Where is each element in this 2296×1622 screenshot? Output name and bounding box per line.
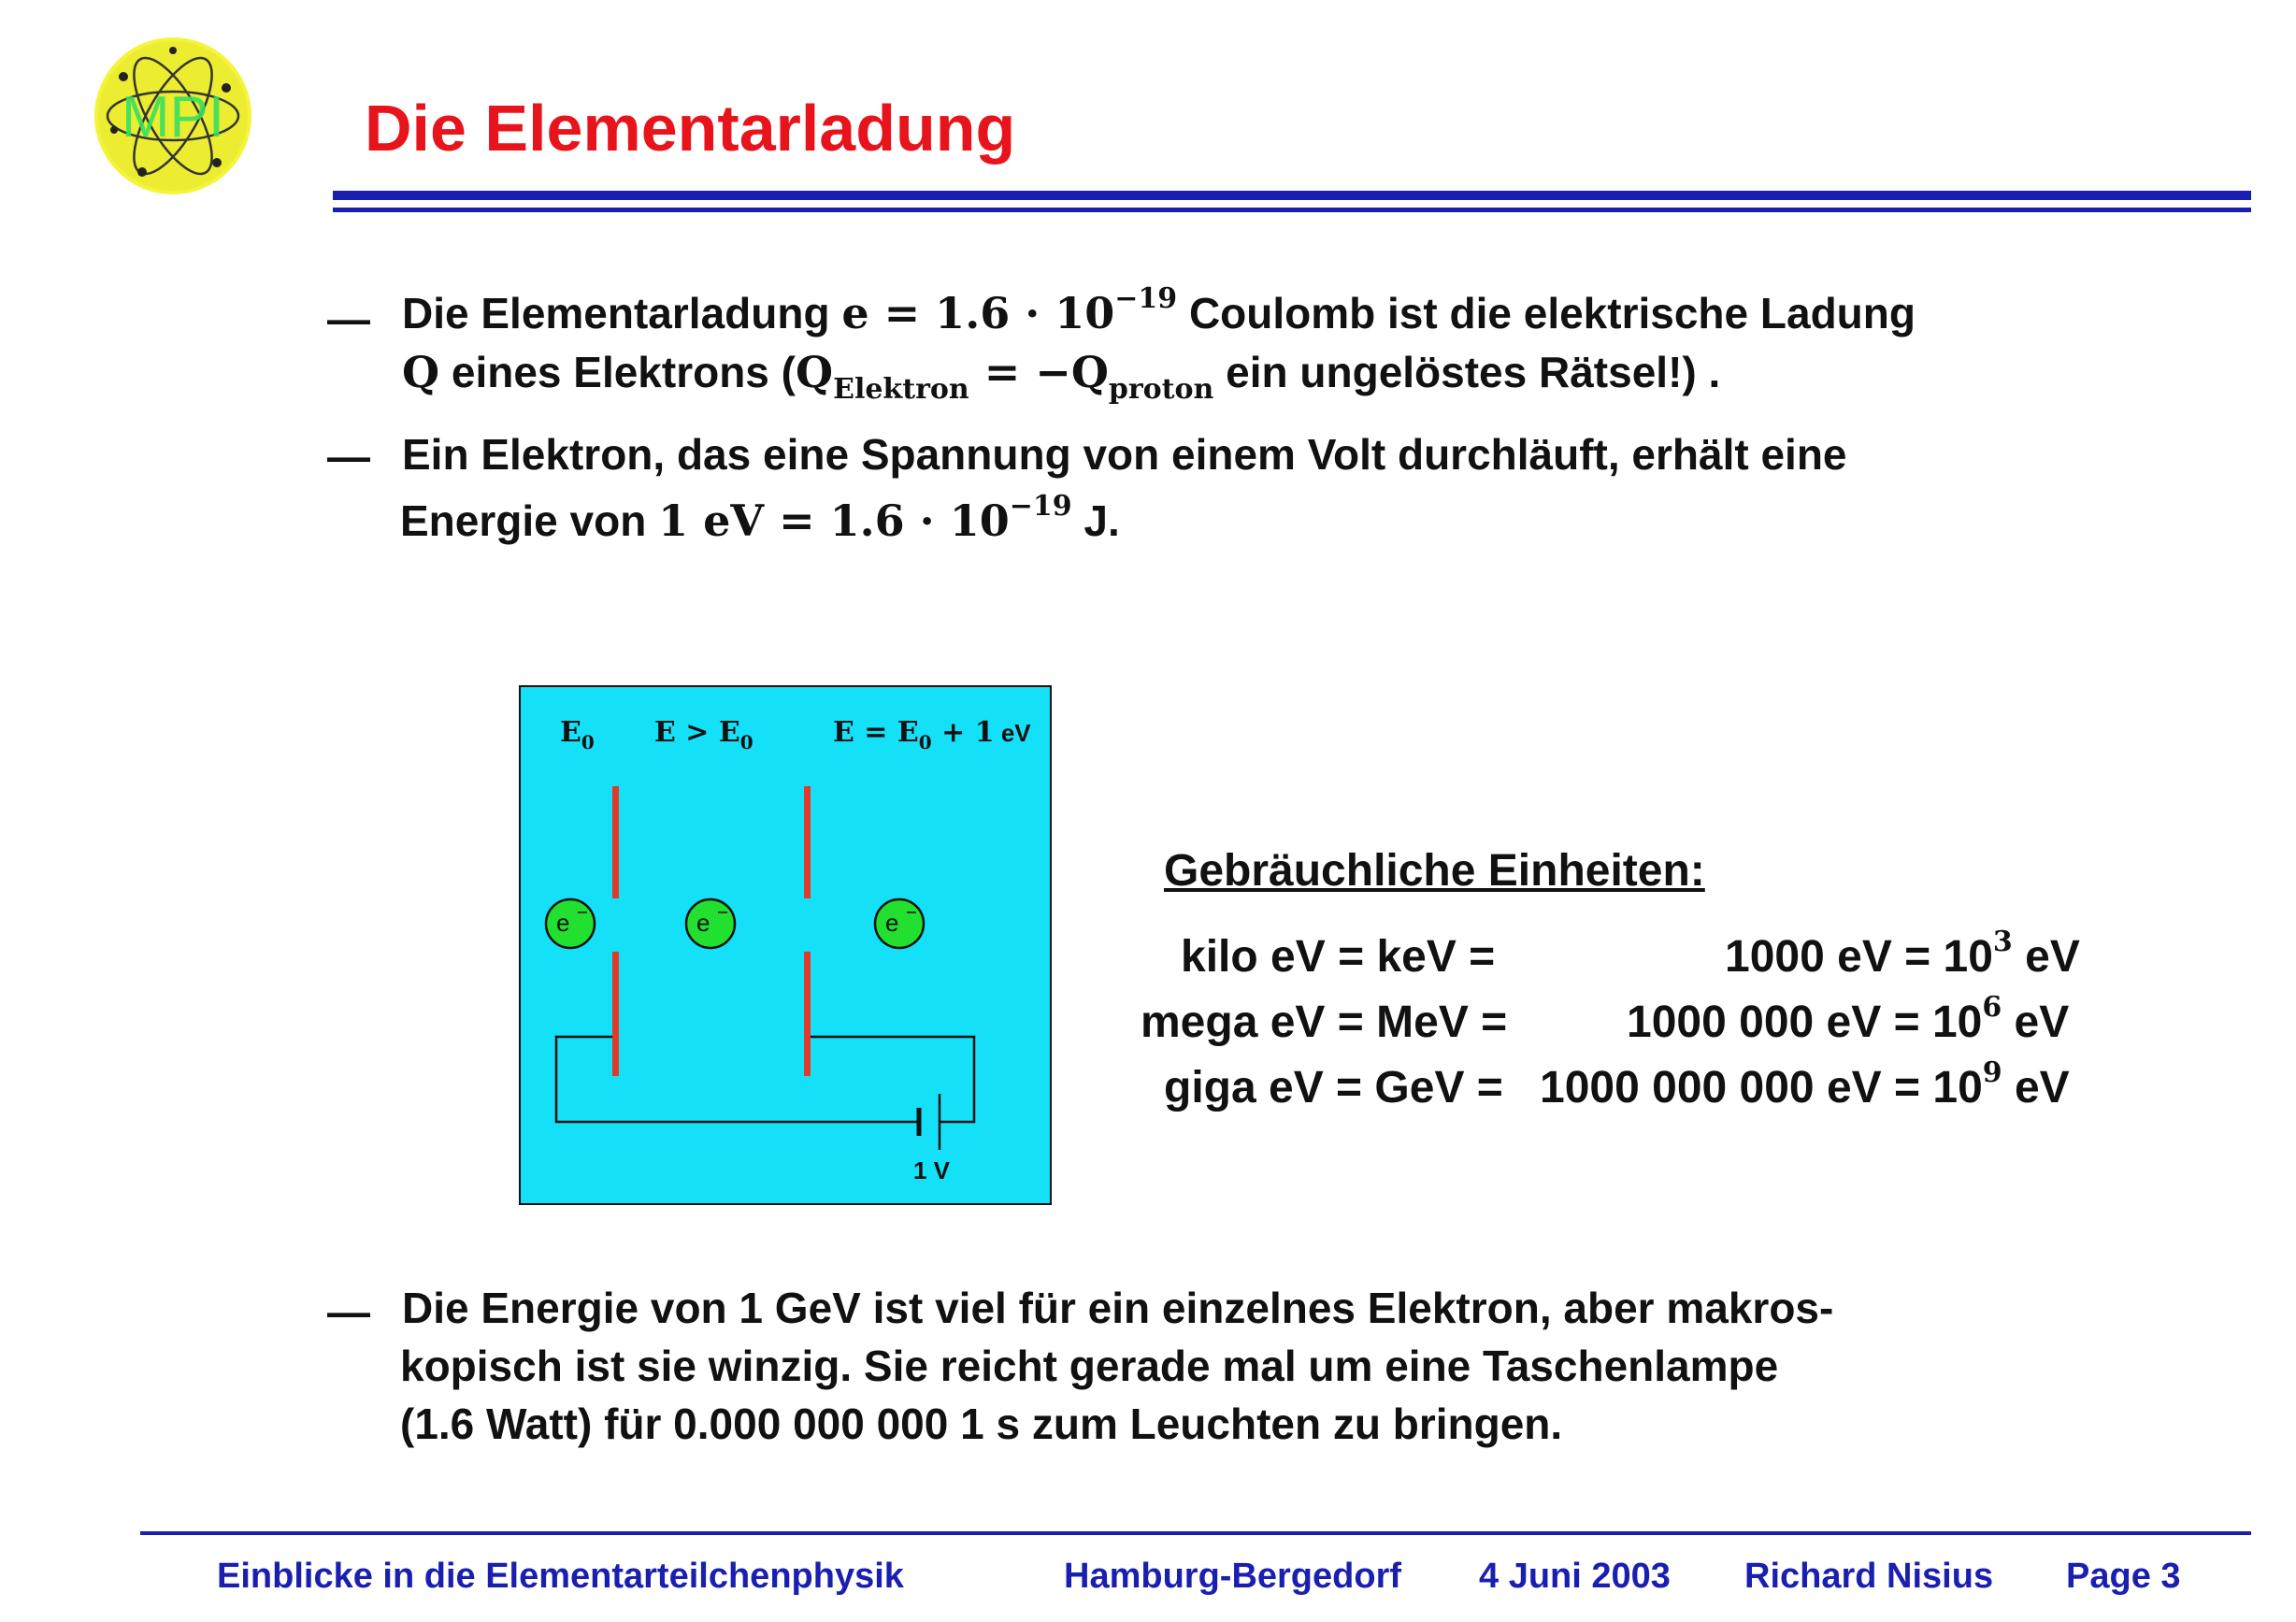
page-number: 3 — [2160, 1557, 2181, 1596]
footer-course: Einblicke in die Elementarteilchenphysik — [217, 1557, 904, 1596]
page-title: Die Elementarladung — [365, 92, 1016, 165]
footer-rule — [140, 1531, 2251, 1535]
svg-text:E = E0 + 1 eV: $E = E_0 + 1$ eV — [833, 716, 1031, 754]
electron-1 — [546, 899, 595, 948]
footer-author: Richard Nisius — [1744, 1557, 1994, 1596]
title-rule — [333, 191, 2251, 200]
battery-label: 1 V — [913, 1156, 951, 1184]
electron-2 — [686, 899, 735, 948]
unit-row-mega-value: 1000 000 eV = $10^6$ eV — [1627, 991, 2070, 1047]
electron-label: e — [885, 909, 899, 937]
plate-2-upper — [804, 786, 811, 898]
bullet-1-line-1: Die Elementarladung $e = 1.6 \cdot 10^{-19}$ Coulomb ist die elektrische Ladung — [402, 282, 1916, 338]
units-title: Gebräuchliche Einheiten: — [1164, 846, 1705, 896]
logo-text: MPI — [121, 85, 225, 150]
unit-row-kilo-value: 1000 eV = $10^3$ eV — [1725, 926, 2080, 982]
electron-label: e — [696, 909, 710, 937]
svg-text:E > E0: $E > E_0$ — [654, 716, 753, 754]
label-e0: E — [560, 716, 581, 749]
electron-3 — [875, 899, 924, 948]
plate-1-lower — [612, 952, 619, 1076]
bullet-1-line-2: Q eines Elektrons ($Q_{Elektron} = -Q_{proton}$ ein ungelöstes Rätsel!) . — [402, 347, 1721, 406]
electron-label: e — [556, 909, 570, 937]
bullet-3-line-2: kopisch ist sie winzig. Sie reicht gerade mal um eine Taschenlampe — [400, 1342, 1779, 1390]
bullet-2-line-1: Ein Elektron, das eine Spannung von einem Volt durchläuft, erhält eine — [402, 430, 1847, 479]
diagram-background — [520, 686, 1051, 1204]
svg-text:E0: $E_0$ — [560, 716, 595, 754]
bullet-3-line-1: Die Energie von 1 GeV ist viel für ein einzelnes Elektron, aber makros- — [402, 1284, 1834, 1332]
title-rule-thin — [333, 208, 2251, 212]
footer-location: Hamburg-Bergedorf — [1064, 1557, 1402, 1596]
bullet-dash: — — [327, 432, 370, 481]
label-e-plus: E = E — [833, 716, 919, 749]
footer-page: Page 3 — [2066, 1557, 2181, 1596]
bullet-2-line-2: Energie von 1 eV = $1.6 \cdot 10^{-19}$ J. — [400, 490, 1120, 546]
bullet-3-line-3: (1.6 Watt) für 0.000 000 000 1 s zum Leuchten zu bringen. — [400, 1400, 1563, 1448]
bullet-dash: — — [327, 1287, 370, 1336]
unit-row-mega-name: mega eV = MeV = — [1141, 998, 1508, 1047]
unit-row-giga-value: 1000 000 000 eV = $10^9$ eV — [1540, 1056, 2070, 1112]
plate-2-lower — [804, 952, 811, 1076]
electron-acceleration-diagram — [519, 685, 1052, 1205]
bullet-dash: — — [327, 294, 370, 343]
mpi-logo — [86, 32, 260, 200]
label-e-greater: E > E — [654, 716, 740, 749]
plate-1-upper — [612, 786, 619, 898]
unit-row-kilo-name: kilo eV = keV = — [1181, 932, 1496, 982]
unit-row-giga-name: giga eV = GeV = — [1164, 1063, 1503, 1112]
footer-date: 4 Juni 2003 — [1479, 1557, 1671, 1596]
